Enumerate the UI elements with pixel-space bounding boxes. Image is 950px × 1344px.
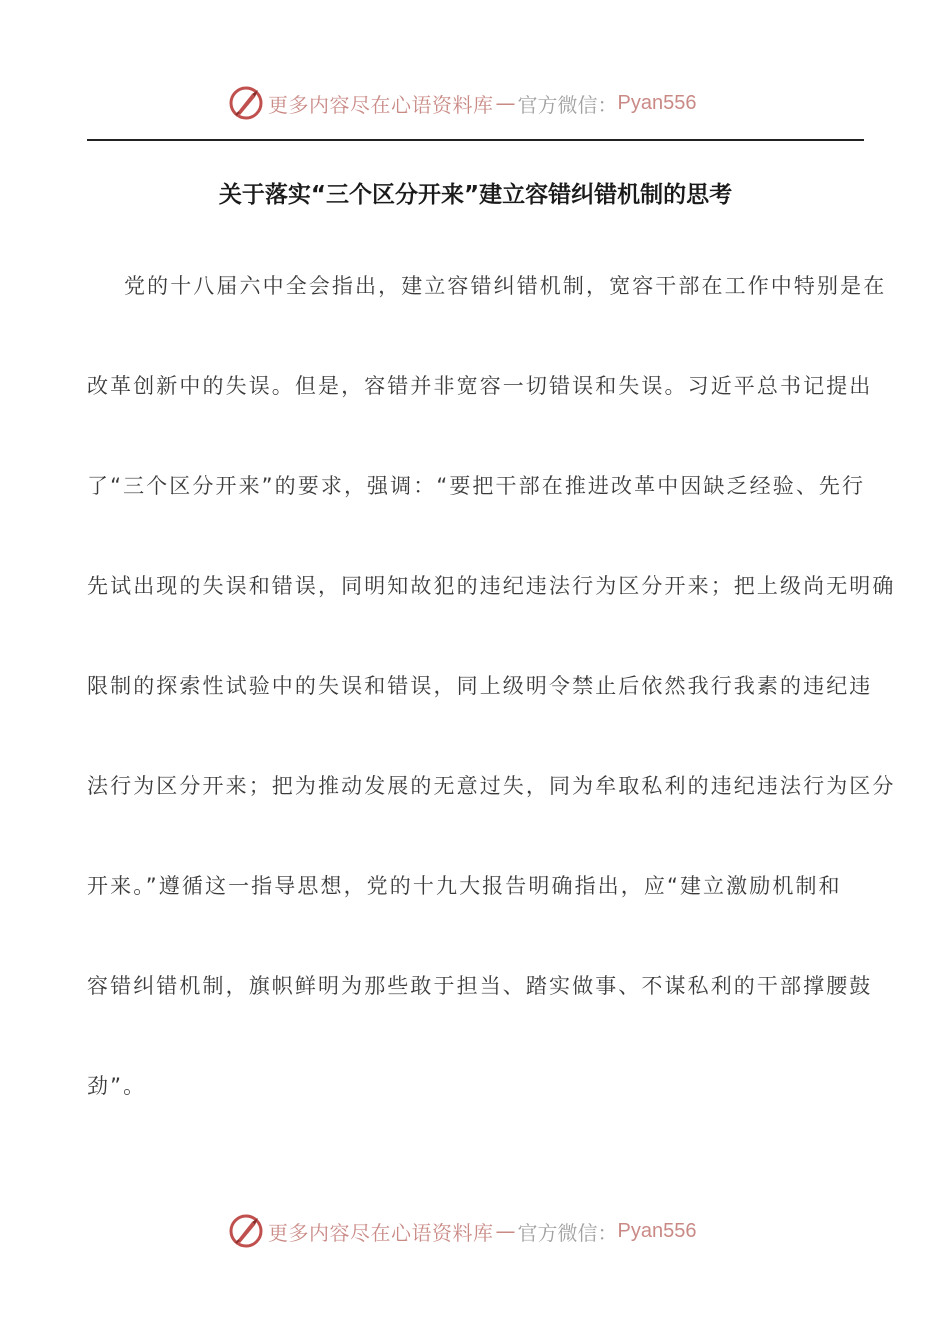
- body-line: 先试出现的失误和错误，同明知故犯的违纪违法行为区分开来；把上级尚无明确: [87, 574, 896, 598]
- header-banner: [0, 83, 950, 123]
- document-body: [87, 265, 896, 1165]
- footer-banner-content: [228, 1211, 696, 1251]
- banner-separator: —: [495, 91, 516, 115]
- body-line: 党的十八届六中全会指出，建立容错纠错机制，宽容干部在工作中特别是在: [124, 274, 887, 298]
- banner-separator: —: [495, 1219, 516, 1243]
- body-line: 容错纠错机制，旗帜鲜明为那些敢于担当、踏实做事、不谋私利的干部撑腰鼓: [87, 974, 873, 998]
- body-line: 劲”。: [87, 1074, 147, 1098]
- banner-brand-text: 更多内容尽在心语资料库: [268, 92, 494, 117]
- body-line: 改革创新中的失误。但是，容错并非宽容一切错误和失误。习近平总书记提出: [87, 374, 873, 398]
- banner-brand-text: 更多内容尽在心语资料库: [268, 1220, 494, 1245]
- quill-pen-logo-icon: [228, 1213, 264, 1249]
- banner-official-label: 官方微信：: [517, 1220, 618, 1245]
- banner-wechat-id: Pyan556: [617, 91, 697, 114]
- document-title: 关于落实“三个区分开来”建立容错纠错机制的思考: [218, 182, 733, 208]
- banner-wechat-id: Pyan556: [617, 1219, 697, 1242]
- body-line: 了“三个区分开来”的要求，强调：“要把干部在推进改革中因缺乏经验、先行: [87, 474, 866, 498]
- header-banner-content: [228, 83, 696, 123]
- banner-official-label: 官方微信：: [517, 92, 618, 117]
- header-divider: [87, 139, 864, 141]
- body-line: 开来。”遵循这一指导思想，党的十九大报告明确指出，应“建立激励机制和: [87, 874, 842, 898]
- body-line: 限制的探索性试验中的失误和错误，同上级明令禁止后依然我行我素的违纪违: [87, 674, 873, 698]
- footer-banner: [0, 1211, 950, 1251]
- quill-pen-logo-icon: [228, 85, 264, 121]
- body-line: 法行为区分开来；把为推动发展的无意过失，同为牟取私利的违纪违法行为区分: [87, 774, 896, 798]
